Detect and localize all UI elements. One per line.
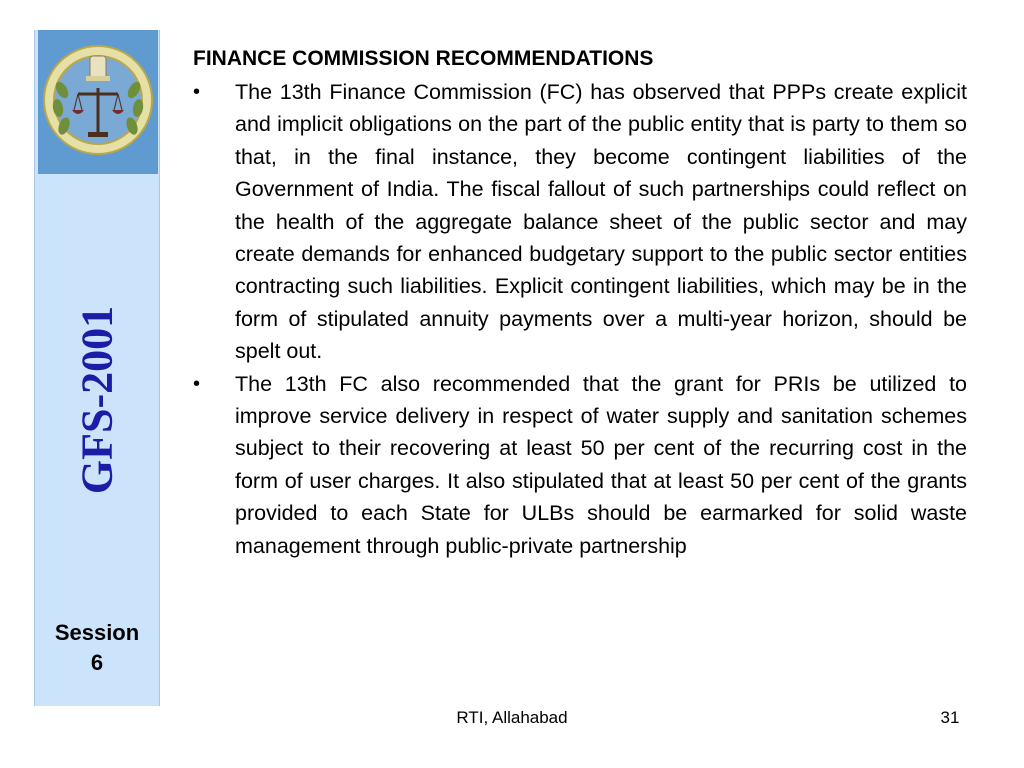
session-label: Session xyxy=(54,620,140,645)
session-label-block xyxy=(35,618,159,678)
slide-heading: FINANCE COMMISSION RECOMMENDATIONS xyxy=(193,47,654,70)
bullet-item xyxy=(193,76,967,368)
bullet-text: The 13th Finance Commission (FC) has observed that PPPs create explicit and implicit obligations on the part of the public entity that is party to them so that, in the final instance, they become contingent liabilities of the Government of India. The fiscal fallout of such partnerships could reflect on the health of the aggregate balance sheet of the public sector and may create demands for enhanced budgetary support to the public sector entities contracting such liabilities. Explicit contingent liabilities, which may be in the form of stipulated annuity payments over a multi-year horizon, should be spelt out. xyxy=(235,80,967,364)
session-number: 6 xyxy=(90,650,104,675)
bullet-item xyxy=(193,368,967,562)
bullet-dot-icon: • xyxy=(193,372,201,395)
logo-panel xyxy=(38,30,158,174)
bullet-text: The 13th FC also recommended that the grant for PRIs be utilized to improve service delivery in respect of water supply and sanitation schemes subject to their recovering at least 50 per cent of the recurring cost in the form of user charges. It also stipulated that at least 50 per cent of the grants provided to each State for ULBs should be earmarked for solid waste management through public-private partnership xyxy=(235,371,967,558)
state-emblem-seal-icon xyxy=(38,30,158,174)
sidebar-title: GFS-2001 xyxy=(72,305,122,495)
bullet-list xyxy=(193,76,967,562)
sidebar xyxy=(34,30,160,706)
page-number: 31 xyxy=(940,708,960,727)
bullet-dot-icon: • xyxy=(193,81,201,103)
footer-organization: RTI, Allahabad xyxy=(456,708,568,727)
